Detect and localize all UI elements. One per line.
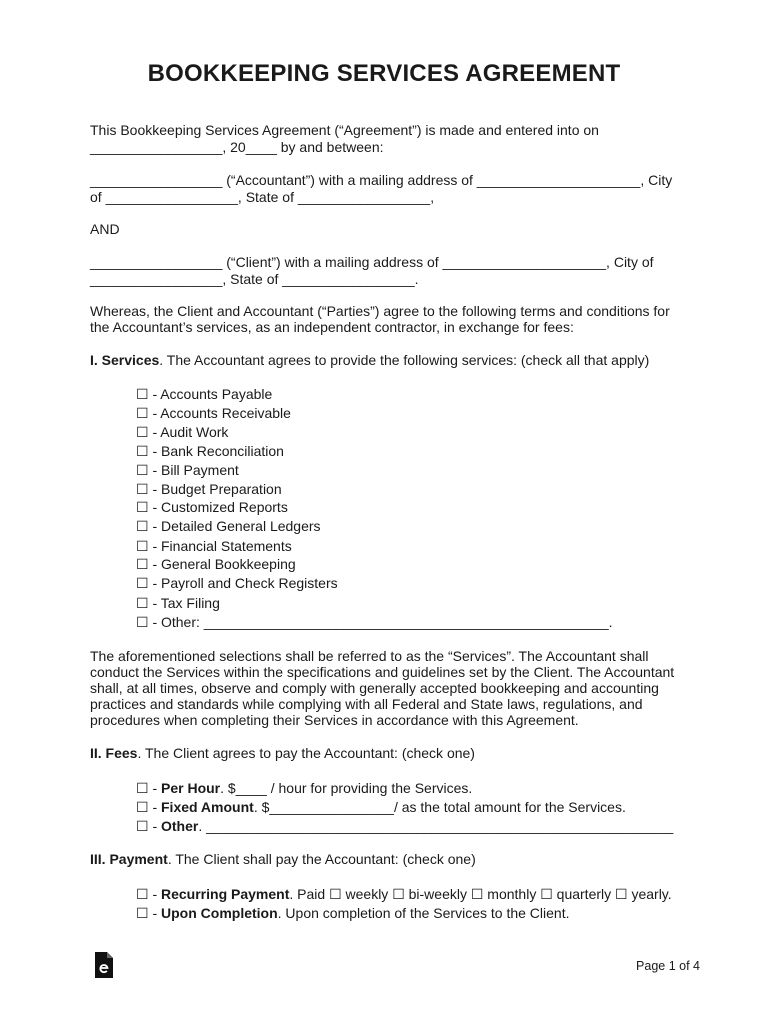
service-item[interactable]: ☐ - Tax Filing [136,595,220,611]
document-title: BOOKKEEPING SERVICES AGREEMENT [147,60,621,87]
service-item[interactable]: ☐ - Payroll and Check Registers [136,575,338,591]
payment-heading-bold: III. Payment [90,851,168,867]
service-item[interactable]: ☐ - Accounts Payable [136,386,273,402]
services-para-line: practices and standards while complying with all Federal and State laws, regulations, and [90,696,643,712]
checkbox[interactable]: ☐ - [136,780,161,796]
page-number: Page 1 of 4 [636,959,700,973]
payment-option-text: . Paid ☐ weekly ☐ bi-weekly ☐ monthly ☐ quarterly ☐ yearly. [289,886,672,902]
intro-line-1: This Bookkeeping Services Agreement (“Agreement”) is made and entered into on [90,122,599,138]
service-item[interactable]: ☐ - Audit Work [136,424,229,440]
accountant-line-1: _________________ (“Accountant”) with a mailing address of _____________________, City [90,172,673,188]
checkbox[interactable]: ☐ - [136,905,161,921]
client-line-2: _________________, State of _________________. [90,271,419,287]
fee-option-per-hour[interactable] [136,780,472,796]
services-para-line: The aforementioned selections shall be referred to as the “Services”. The Accountant shall [90,648,649,664]
services-para-line: conduct the Services within the specifications and guidelines set by the Client. The Accountant [90,664,675,680]
fee-option-text: . $________________/ as the total amount for the Services. [253,799,626,815]
whereas-line-1: Whereas, the Client and Accountant (“Parties”) agree to the following terms and conditions for [90,303,670,319]
services-heading-rest: . The Accountant agrees to provide the following services: (check all that apply) [159,352,650,368]
intro-line-2: _________________, 20____ by and between: [90,139,384,155]
fee-option-label: Per Hour [161,780,221,796]
fee-option-fixed-amount[interactable] [136,799,626,815]
service-item[interactable]: ☐ - General Bookkeeping [136,556,296,572]
fees-heading-rest: . The Client agrees to pay the Accountant: (check one) [137,745,475,761]
payment-heading [90,851,476,867]
client-line-1: _________________ (“Client”) with a mailing address of _____________________, City of [90,254,654,270]
service-item[interactable]: ☐ - Customized Reports [136,499,288,515]
fee-option-other[interactable] [136,818,673,834]
checkbox[interactable]: ☐ - [136,886,161,902]
fee-option-label: Fixed Amount [161,799,254,815]
service-item[interactable]: ☐ - Bill Payment [136,462,239,478]
services-para-line: procedures when completing their Services in accordance with this Agreement. [90,712,579,728]
fee-option-label: Other [161,818,199,834]
and-label: AND [90,221,120,237]
service-item-other[interactable]: ☐ - Other: ____________________________________________________. [136,614,613,630]
payment-option-completion[interactable] [136,905,569,921]
services-heading-bold: I. Services [90,352,160,368]
service-item[interactable]: ☐ - Budget Preparation [136,481,282,497]
payment-option-recurring[interactable] [136,886,672,902]
accountant-line-2: of _________________, State of _________________, [90,189,435,205]
fees-heading-bold: II. Fees [90,745,138,761]
service-item[interactable]: ☐ - Detailed General Ledgers [136,518,321,534]
services-heading [90,352,649,368]
checkbox[interactable]: ☐ - [136,818,161,834]
fees-heading [90,745,475,761]
checkbox[interactable]: ☐ - [136,799,161,815]
fee-option-text: . ____________________________________________________________ [198,818,674,834]
eforms-logo-icon [94,952,114,978]
service-item[interactable]: ☐ - Bank Reconciliation [136,443,284,459]
payment-option-label: Upon Completion [161,905,278,921]
fee-option-text: . $____ / hour for providing the Services. [220,780,473,796]
payment-heading-rest: . The Client shall pay the Accountant: (check one) [167,851,476,867]
whereas-line-2: the Accountant’s services, as an independent contractor, in exchange for fees: [90,319,574,335]
service-item[interactable]: ☐ - Financial Statements [136,538,292,554]
service-item[interactable]: ☐ - Accounts Receivable [136,405,291,421]
services-para-line: shall, at all times, observe and comply with generally accepted bookkeeping and accounting [90,680,659,696]
payment-option-text: . Upon completion of the Services to the Client. [277,905,570,921]
payment-option-label: Recurring Payment [161,886,290,902]
